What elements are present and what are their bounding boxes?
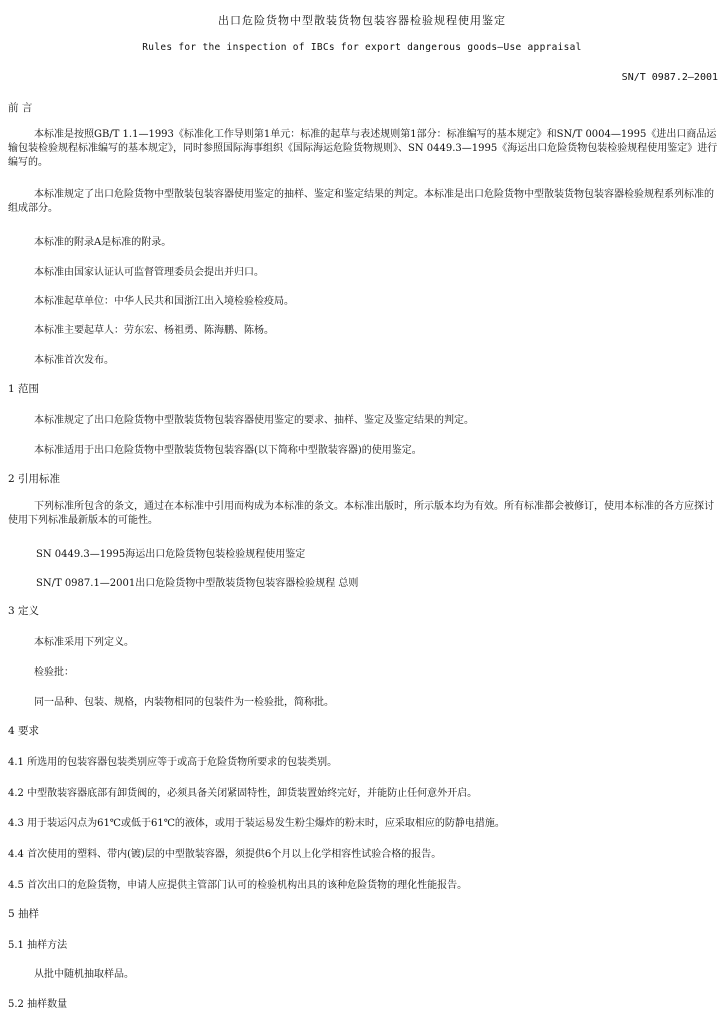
- foreword-paragraph-6: 本标准主要起草人：劳东宏、杨祖勇、陈海鹏、陈杨。: [34, 325, 274, 336]
- foreword-paragraph-5: 本标准起草单位：中华人民共和国浙江出入境检验检疫局。: [34, 296, 294, 307]
- reference-1: SN 0449.3—1995海运出口危险货物包装检验规程使用鉴定: [36, 549, 306, 560]
- subsection-5-2-heading: 5.2 抽样数量: [8, 999, 68, 1010]
- foreword-paragraph-2: 本标准规定了出口危险货物中型散装包装容器使用鉴定的抽样、鉴定和鉴定结果的判定。本标准是出口危险货物中型散装货物包装容器检验规程系列标准的组成部分。: [8, 189, 714, 214]
- section-4-heading: 4 要求: [8, 725, 40, 737]
- requirement-4-1: 4.1 所选用的包装容器包装类别应等于或高于危险货物所要求的包装类别。: [8, 757, 338, 768]
- foreword-heading: 前 言: [8, 102, 33, 114]
- requirement-4-4: 4.4 首次使用的塑料、带内(镀)层的中型散装容器，须提供6个月以上化学相容性试验合格的报告。: [8, 849, 442, 860]
- foreword-paragraph-4: 本标准由国家认证认可监督管理委员会提出并归口。: [34, 267, 264, 278]
- definition-term: 检验批：: [34, 667, 74, 678]
- section-2-paragraph-1: 下列标准所包含的条文，通过在本标准中引用而构成为本标准的条文。本标准出版时，所示版本均为有效。所有标准都会被修订，使用本标准的各方应探讨使用下列标准最新版本的可能性。: [8, 501, 714, 526]
- document-title-cn: 出口危险货物中型散装货物包装容器检验规程使用鉴定: [218, 14, 506, 27]
- section-3-heading: 3 定义: [8, 605, 40, 617]
- requirement-4-2: 4.2 中型散装容器底部有卸货阀的，必须具备关闭紧固特性，卸货装置始终完好，并能防止任何意外开启。: [8, 788, 478, 799]
- foreword-paragraph-1: 本标准是按照GB/T 1.1—1993《标准化工作导则第1单元：标准的起草与表述规则第1部分：标准编写的基本规定》和SN/T 0004—1995《进出口商品运输包装检验规程标准编写的基本规定》，同时参照国际海事组织《国际海运危险货物规则》、SN 0449.3—1995《海运出口危险货物包装检验规程使用鉴定》进行编写的。: [8, 129, 718, 168]
- definition-text: 同一品种、包装、规格，内装物相同的包装件为一检验批，简称批。: [34, 697, 334, 708]
- subsection-5-1-text: 从批中随机抽取样品。: [34, 969, 134, 980]
- requirement-4-5: 4.5 首次出口的危险货物，申请人应提供主管部门认可的检验机构出具的该种危险货物的理化性能报告。: [8, 880, 468, 891]
- standard-number: SN/T 0987.2—2001: [621, 72, 718, 83]
- section-1-heading: 1 范围: [8, 383, 40, 395]
- section-1-paragraph-2: 本标准适用于出口危险货物中型散装货物包装容器(以下简称中型散装容器)的使用鉴定。: [34, 445, 422, 456]
- section-2-heading: 2 引用标准: [8, 473, 61, 485]
- foreword-paragraph-7: 本标准首次发布。: [34, 355, 114, 366]
- section-3-paragraph-1: 本标准采用下列定义。: [34, 637, 134, 648]
- foreword-paragraph-3: 本标准的附录A是标准的附录。: [34, 237, 172, 248]
- subsection-5-1-heading: 5.1 抽样方法: [8, 940, 68, 951]
- reference-2: SN/T 0987.1—2001出口危险货物中型散装货物包装容器检验规程 总则: [36, 578, 359, 589]
- section-5-heading: 5 抽样: [8, 908, 40, 920]
- document-title-en: Rules for the inspection of IBCs for export dangerous goods—Use appraisal: [142, 42, 582, 53]
- section-1-paragraph-1: 本标准规定了出口危险货物中型散装货物包装容器使用鉴定的要求、抽样、鉴定及鉴定结果的判定。: [34, 415, 474, 426]
- requirement-4-3: 4.3 用于装运闪点为61℃或低于61℃的液体，或用于装运易发生粉尘爆炸的粉末时，应采取相应的防静电措施。: [8, 818, 505, 829]
